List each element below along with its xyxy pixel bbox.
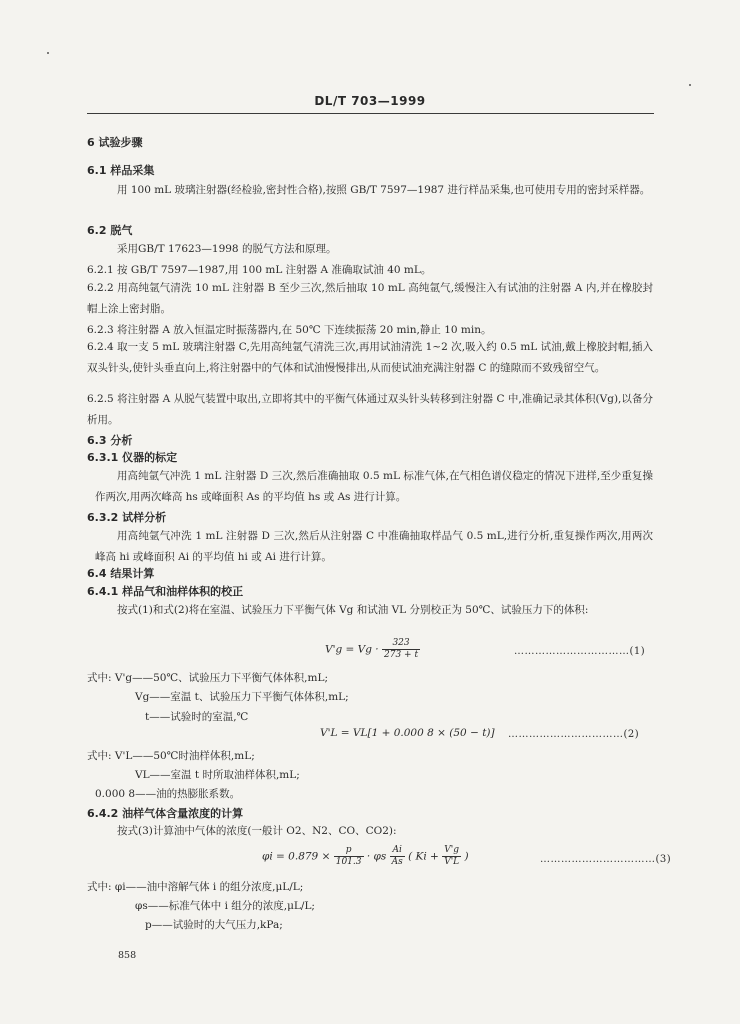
definition-1-t: t——试验时的室温,℃ bbox=[145, 711, 249, 723]
paragraph-6-4-2: 按式(3)计算油中气体的浓度(一般计 O2、N2、CO、CO2): bbox=[117, 825, 397, 837]
paragraph-6-1: 用 100 mL 玻璃注射器(经检验,密封性合格),按照 GB/T 7597—1987 进行样品采集,也可使用专用的密封采样器。 bbox=[117, 184, 651, 196]
section-6-2-1: 6.2.1 按 GB/T 7597—1987,用 100 mL 注射器 A 准确取试油 40 mL。 bbox=[87, 264, 432, 276]
equation-3-end: ) bbox=[464, 850, 469, 863]
section-6-3-1-title: 6.3.1 仪器的标定 bbox=[87, 451, 178, 464]
equation-3-num-v: V'g bbox=[442, 845, 461, 857]
section-6-2-5: 6.2.5 将注射器 A 从脱气装置中取出,立即将其中的平衡气体通过双头针头转移到注射器 C 中,准确记录其体积(Vg),以备分析用。 bbox=[87, 393, 653, 426]
page-header: DL/T 703—1999 bbox=[314, 94, 426, 108]
equation-1-number: ……………………………(1) bbox=[514, 646, 646, 657]
section-6-2-4: 6.2.4 取一支 5 mL 玻璃注射器 C,先用高纯氩气清洗三次,再用试油清洗 1~2 次,吸入约 0.5 mL 试油,戴上橡胶封帽,插入双头针头,使针头垂直向上,将注射器中的气体和试油慢慢排出,从而使试油充满注射器 C 的缝隙而不致残留空气。 bbox=[87, 341, 653, 374]
section-6-2-title: 6.2 脱气 bbox=[87, 224, 133, 237]
definition-3-phi-i: 式中: φi——油中溶解气体 i 的组分浓度,μL/L; bbox=[87, 881, 304, 893]
equation-1-denominator: 273 + t bbox=[384, 650, 419, 660]
equation-3-fraction-v bbox=[442, 845, 461, 868]
equation-3-lhs: φi = 0.879 × bbox=[262, 850, 331, 863]
section-6-4-title: 6.4 结果计算 bbox=[87, 567, 155, 580]
equation-1-fraction bbox=[382, 638, 420, 661]
equation-3-number: ……………………………(3) bbox=[540, 854, 672, 865]
header-rule bbox=[87, 113, 654, 114]
equation-3-rhs: ( Ki + bbox=[408, 850, 439, 863]
section-6-4-2-title: 6.4.2 油样气体含量浓度的计算 bbox=[87, 807, 244, 820]
equation-3-den-p: 101.3 bbox=[335, 857, 362, 867]
paragraph-6-4-1: 按式(1)和式(2)将在室温、试验压力下平衡气体 Vg 和试油 VL 分别校正为 50℃、试验压力下的体积: bbox=[117, 604, 589, 616]
scan-speck bbox=[689, 84, 691, 86]
paragraph-6-2: 采用GB/T 17623—1998 的脱气方法和原理。 bbox=[117, 243, 337, 255]
section-6-4-1-title: 6.4.1 样品气和油样体积的校正 bbox=[87, 585, 244, 598]
equation-3-fraction-p bbox=[334, 845, 364, 868]
equation-3-den-v: V'L bbox=[444, 857, 460, 867]
definition-2-coefficient: 0.000 8——油的热膨胀系数。 bbox=[95, 788, 241, 800]
equation-3-num-p: p bbox=[334, 845, 364, 857]
paragraph-6-3-1: 用高纯氩气冲洗 1 mL 注射器 D 三次,然后准确抽取 0.5 mL 标准气体,在气相色谱仪稳定的情况下进样,至少重复操作两次,用两次峰高 hs 或峰面积 As 的平均值 hs 或 As 进行计算。 bbox=[95, 470, 653, 503]
section-6-3-2-title: 6.3.2 试样分析 bbox=[87, 511, 167, 524]
definition-1-vg: Vg——室温 t、试验压力下平衡气体体积,mL; bbox=[135, 691, 349, 703]
section-6-2-3: 6.2.3 将注射器 A 放入恒温定时振荡器内,在 50℃ 下连续振荡 20 min,静止 10 min。 bbox=[87, 324, 492, 336]
equation-3-fraction-a bbox=[390, 845, 405, 868]
equation-1-numerator: 323 bbox=[382, 638, 420, 650]
definition-3-p: p——试验时的大气压力,kPa; bbox=[145, 919, 283, 931]
equation-3 bbox=[262, 845, 469, 868]
section-6-2-2: 6.2.2 用高纯氩气清洗 10 mL 注射器 B 至少三次,然后抽取 10 mL 高纯氩气,缓慢注入有试油的注射器 A 内,并在橡胶封帽上涂上密封脂。 bbox=[87, 282, 653, 315]
page-number: 858 bbox=[118, 950, 137, 961]
equation-2: V'L = VL[1 + 0.000 8 × (50 − t)] bbox=[320, 727, 495, 739]
section-6-title: 6 试验步骤 bbox=[87, 136, 143, 149]
definition-2-vl-prime: 式中: V'L——50℃时油样体积,mL; bbox=[87, 750, 255, 762]
scan-speck bbox=[47, 52, 49, 54]
equation-3-num-a: Ai bbox=[390, 845, 405, 857]
equation-3-den-a: As bbox=[391, 857, 403, 867]
section-6-3-title: 6.3 分析 bbox=[87, 434, 133, 447]
equation-3-mid: · φs bbox=[366, 850, 387, 863]
definition-2-vl: VL——室温 t 时所取油样体积,mL; bbox=[135, 769, 300, 781]
definition-3-phi-s: φs——标准气体中 i 组分的浓度,μL/L; bbox=[135, 900, 315, 912]
paragraph-6-3-2: 用高纯氩气冲洗 1 mL 注射器 D 三次,然后从注射器 C 中准确抽取样品气 0.5 mL,进行分析,重复操作两次,用两次峰高 hi 或峰面积 Ai 的平均值 hi 或 Ai 进行计算。 bbox=[95, 530, 653, 563]
equation-2-number: ……………………………(2) bbox=[508, 729, 640, 740]
equation-1 bbox=[325, 638, 420, 661]
equation-1-lhs: V'g = Vg · bbox=[325, 643, 379, 656]
section-6-1-title: 6.1 样品采集 bbox=[87, 164, 155, 177]
definition-1-vg-prime: 式中: V'g——50℃、试验压力下平衡气体体积,mL; bbox=[87, 672, 328, 684]
